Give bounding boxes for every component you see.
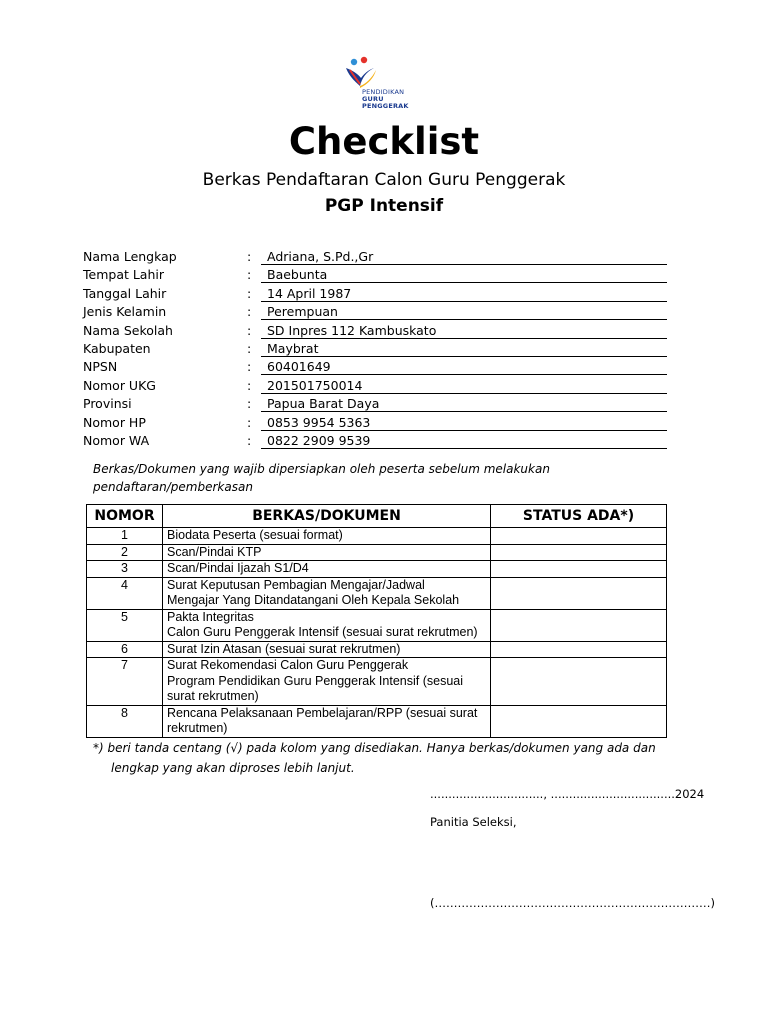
row-document	[163, 577, 491, 609]
field-colon: :	[247, 285, 252, 301]
row-number: 7	[87, 658, 163, 706]
field-label: Jenis Kelamin	[83, 304, 167, 320]
document-line: Rencana Pelaksanaan Pembelajaran/RPP (sesuai surat	[167, 705, 478, 720]
field-value: 0853 9954 5363	[261, 414, 667, 431]
document-line: rekrutmen)	[167, 721, 228, 735]
row-number: 2	[87, 544, 163, 561]
field-row	[83, 414, 673, 432]
pendidikan-guru-penggerak-logo	[340, 56, 430, 118]
field-label: Nomor HP	[83, 414, 146, 430]
document-line: Scan/Pindai Ijazah S1/D4	[167, 561, 309, 575]
field-value: Perempuan	[261, 303, 667, 320]
table-row	[87, 705, 667, 737]
table-row	[87, 609, 667, 641]
field-value: SD Inpres 112 Kambuskato	[261, 322, 667, 339]
document-line: Surat Rekomendasi Calon Guru Penggerak	[167, 658, 409, 672]
field-label: Provinsi	[83, 396, 132, 412]
table-header-row	[87, 505, 667, 528]
row-document	[163, 705, 491, 737]
status-checkbox-cell[interactable]	[491, 544, 667, 561]
row-document	[163, 561, 491, 578]
field-row	[83, 358, 673, 376]
documents-note: Berkas/Dokumen yang wajib dipersiapkan oleh peserta sebelum melakukan pendaftaran/pemberkasan	[93, 462, 550, 494]
table-row	[87, 658, 667, 706]
field-value: 60401649	[261, 358, 667, 375]
document-line: Biodata Peserta (sesuai format)	[167, 528, 343, 542]
field-colon: :	[247, 433, 252, 448]
checkmark-footnote	[93, 738, 673, 778]
footnote-line-2: lengkap yang akan diproses lebih lanjut.	[111, 761, 355, 775]
field-colon: :	[247, 249, 252, 264]
field-colon: :	[247, 396, 252, 412]
field-row	[83, 266, 673, 284]
row-document	[163, 641, 491, 658]
document-line: Calon Guru Penggerak Intensif (sesuai surat rekrutmen)	[167, 625, 478, 639]
field-label: Kabupaten	[83, 341, 151, 356]
program-name: PGP Intensif	[324, 196, 444, 216]
field-value: Baebunta	[261, 266, 667, 283]
page-subtitle: Berkas Pendaftaran Calon Guru Penggerak	[202, 170, 566, 190]
status-checkbox-cell[interactable]	[491, 577, 667, 609]
field-colon: :	[247, 377, 252, 393]
row-number: 8	[87, 705, 163, 737]
field-label: Nama Lengkap	[83, 249, 177, 264]
field-colon: :	[247, 414, 252, 430]
logo-text-pendidikan: PENDIDIKAN	[362, 88, 405, 96]
logo-text-guru: GURU	[362, 95, 384, 103]
field-row	[83, 285, 673, 303]
field-colon: :	[247, 341, 252, 356]
logo-text-penggerak: PENGGERAK	[362, 102, 409, 110]
field-row	[83, 432, 673, 450]
row-number: 1	[87, 528, 163, 545]
status-checkbox-cell[interactable]	[491, 705, 667, 737]
logo-mark-icon	[340, 56, 430, 90]
document-line: Scan/Pindai KTP	[167, 544, 262, 559]
field-row	[83, 303, 673, 321]
status-checkbox-cell[interactable]	[491, 561, 667, 578]
documents-table	[86, 504, 667, 738]
field-value: Papua Barat Daya	[261, 395, 667, 412]
header-status-ada: STATUS ADA*)	[491, 505, 667, 528]
header-nomor: NOMOR	[87, 505, 163, 528]
field-label: Nama Sekolah	[83, 322, 173, 338]
field-colon: :	[247, 267, 252, 283]
field-value: Maybrat	[261, 340, 667, 357]
field-label: NPSN	[83, 359, 118, 375]
row-document	[163, 528, 491, 545]
row-number: 4	[87, 577, 163, 609]
field-colon: :	[247, 304, 252, 320]
field-row	[83, 248, 673, 266]
field-label: Tanggal Lahir	[83, 285, 167, 301]
status-checkbox-cell[interactable]	[491, 658, 667, 706]
row-number: 5	[87, 609, 163, 641]
field-colon: :	[247, 322, 252, 338]
status-checkbox-cell[interactable]	[491, 641, 667, 658]
field-colon: :	[247, 359, 252, 375]
page-title: Checklist	[288, 120, 480, 163]
row-document	[163, 544, 491, 561]
place-date-line: ..............................., ..................................2024	[430, 787, 705, 801]
table-row	[87, 641, 667, 658]
row-number: 3	[87, 561, 163, 578]
table-row	[87, 544, 667, 561]
document-line: Pakta Integritas	[167, 609, 254, 624]
field-label: Tempat Lahir	[83, 267, 165, 283]
table-row	[87, 561, 667, 578]
row-document	[163, 658, 491, 706]
footnote-line-1: *) beri tanda centang (√) pada kolom yang disediakan. Hanya berkas/dokumen yang ada dan	[93, 741, 656, 755]
field-value: 0822 2909 9539	[261, 432, 667, 449]
field-label: Nomor UKG	[83, 377, 156, 393]
field-label: Nomor WA	[83, 433, 150, 448]
header-berkas-dokumen: BERKAS/DOKUMEN	[163, 505, 491, 528]
field-row	[83, 395, 673, 413]
document-line: Program Pendidikan Guru Penggerak Intensif (sesuai	[167, 673, 463, 688]
field-row	[83, 377, 673, 395]
document-line: Mengajar Yang Ditandatangani Oleh Kepala Sekolah	[167, 593, 460, 607]
document-line: Surat Keputusan Pembagian Mengajar/Jadwal	[167, 577, 425, 592]
field-row	[83, 322, 673, 340]
table-row	[87, 577, 667, 609]
document-line: surat rekrutmen)	[167, 689, 259, 703]
status-checkbox-cell[interactable]	[491, 609, 667, 641]
field-value: 201501750014	[261, 377, 667, 394]
committee-label: Panitia Seleksi,	[430, 815, 517, 829]
field-value: Adriana, S.Pd.,Gr	[261, 248, 667, 265]
document-line: Surat Izin Atasan (sesuai surat rekrutmen)	[167, 641, 401, 656]
row-number: 6	[87, 641, 163, 658]
field-row	[83, 340, 673, 358]
signature-name-line: (………………………………………………………………)	[430, 896, 715, 910]
field-value: 14 April 1987	[261, 285, 667, 302]
row-document	[163, 609, 491, 641]
documents-table-body	[87, 528, 667, 738]
table-row	[87, 528, 667, 545]
status-checkbox-cell[interactable]	[491, 528, 667, 545]
